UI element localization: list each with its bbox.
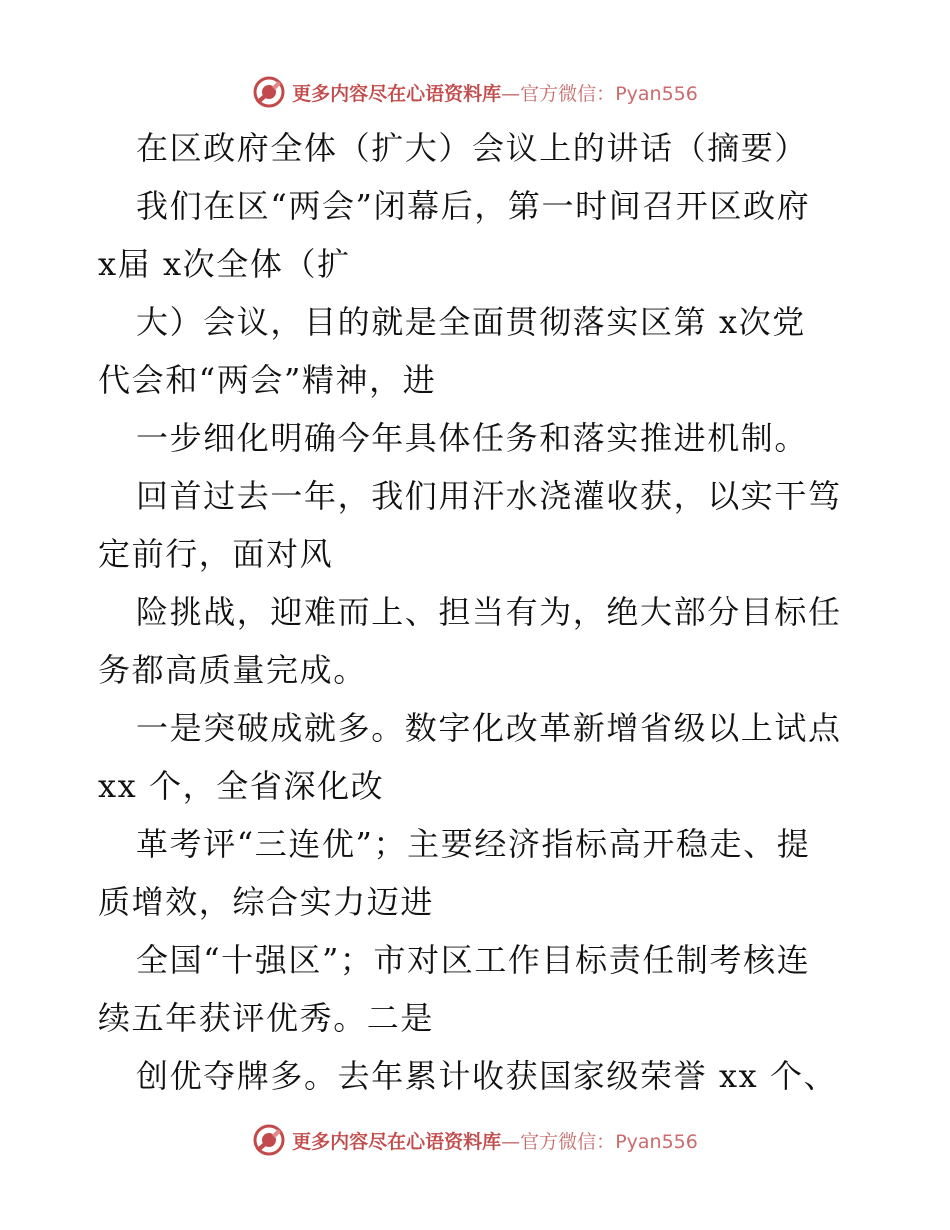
watermark-text — [292, 1127, 698, 1154]
text-line: 险挑战，迎难而上、担当有为，绝大部分目标任 — [136, 593, 842, 631]
watermark-id: Pyan556 — [615, 82, 698, 105]
text-line: 创优夺牌多。去年累计收获国家级荣誉 xx 个、 — [136, 1057, 838, 1095]
watermark-id: Pyan556 — [615, 1130, 698, 1153]
watermark-logo-icon — [252, 75, 286, 109]
text-line: 一步细化明确今年具体任务和落实推进机制。 — [136, 419, 809, 457]
text-line: 全国“十强区”；市对区工作目标责任制考核连 — [136, 941, 811, 979]
text-line: 续五年获评优秀。二是 — [98, 999, 435, 1037]
watermark-main: 更多内容尽在心语资料库 — [292, 82, 502, 105]
watermark-dash: — — [501, 82, 521, 105]
text-line: 代会和“两会”精神，进 — [98, 361, 437, 399]
text-line: 回首过去一年，我们用汗水浇灌收获，以实干笃 — [136, 477, 842, 515]
text-line: 大）会议，目的就是全面贯彻落实区第 x次党 — [136, 303, 806, 341]
document-title: 在区政府全体（扩大）会议上的讲话（摘要） — [136, 129, 809, 167]
text-line: 定前行，面对风 — [98, 535, 334, 573]
text-line: x届 x次全体（扩 — [98, 245, 351, 283]
watermark-text — [292, 79, 698, 106]
text-line: 务都高质量完成。 — [98, 651, 367, 689]
text-line: 一是突破成就多。数字化改革新增省级以上试点 — [136, 709, 842, 747]
header-watermark — [0, 72, 950, 112]
watermark-logo-icon — [252, 1123, 286, 1157]
text-line: 革考评“三连优”；主要经济指标高开稳走、提 — [136, 825, 811, 863]
text-line: xx 个，全省深化改 — [98, 767, 385, 805]
text-line: 质增效，综合实力迈进 — [98, 883, 435, 921]
watermark-main: 更多内容尽在心语资料库 — [292, 1130, 502, 1153]
footer-watermark — [0, 1120, 950, 1160]
watermark-sub: 官方微信： — [520, 82, 616, 105]
watermark-dash: — — [501, 1130, 521, 1153]
watermark-sub: 官方微信： — [520, 1130, 616, 1153]
text-line: 我们在区“两会”闭幕后，第一时间召开区政府 — [136, 187, 811, 225]
